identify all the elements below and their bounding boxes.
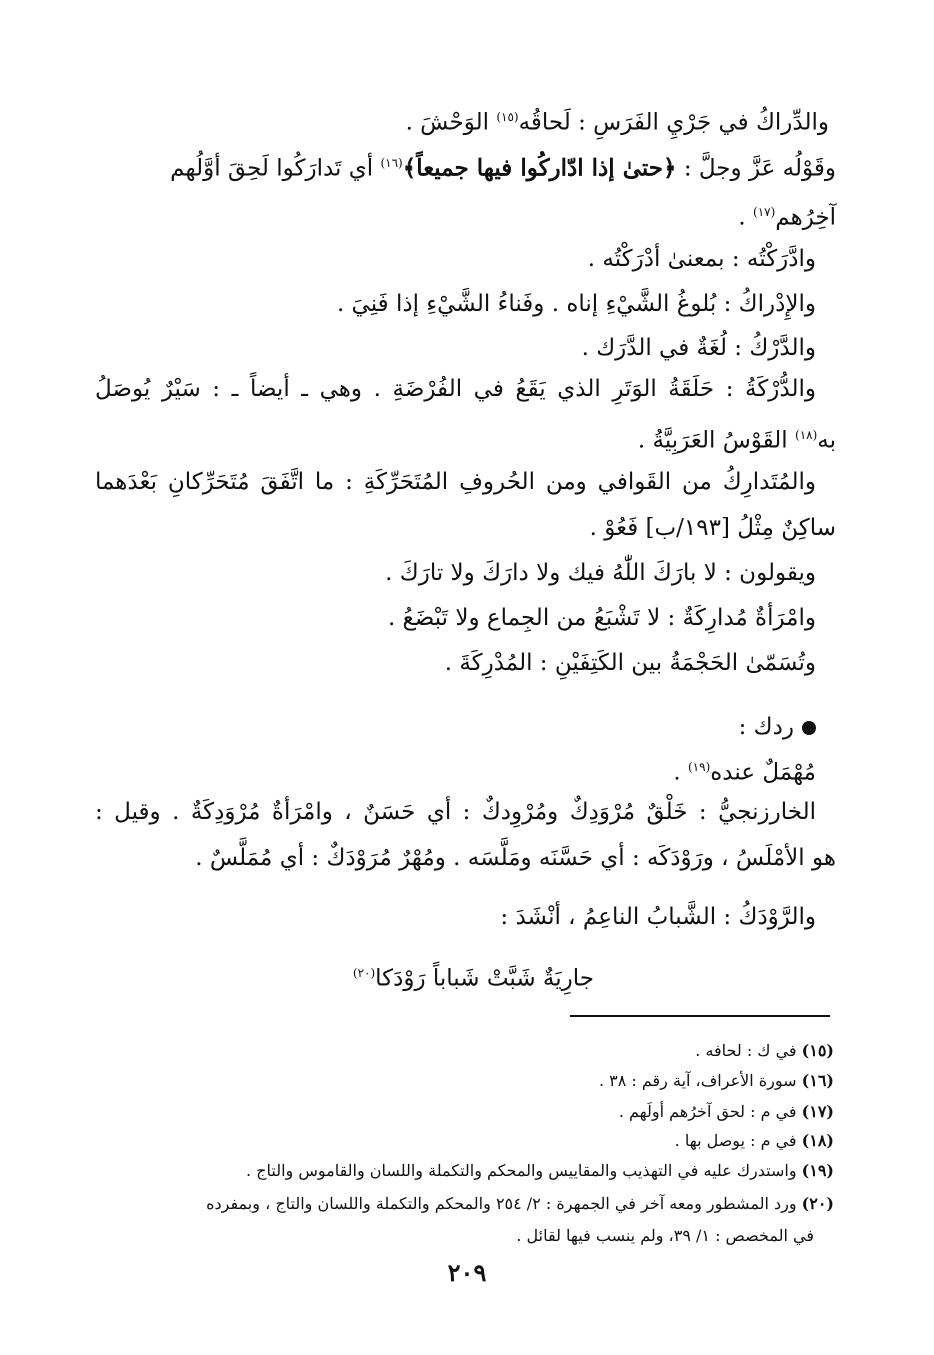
- footnote-number: (٢٠): [801, 1194, 834, 1213]
- text-line-17: [195, 843, 836, 873]
- footnote-number: (١٦): [801, 1071, 834, 1090]
- line-text: وتُسَمّىٰ الحَجْمَةُ بين الكَتِفَيْنِ : المُدْرِكَةَ .: [444, 650, 816, 676]
- line-tail: .: [738, 204, 753, 231]
- text-line-16: [95, 797, 816, 827]
- text-line-18: [500, 902, 816, 932]
- text-line-6: [582, 333, 816, 363]
- footnote-number: (١٥): [801, 1041, 834, 1060]
- bullet-icon: [802, 721, 816, 735]
- line-text: والرَّوْدَكُ : الشَّبابُ الناعِمُ ، أنْشَدَ :: [500, 904, 816, 930]
- line-tail: أي تَدارَكُوا لَحِقَ أوَّلُهم: [170, 155, 381, 182]
- line-text: والدُّرْكَةُ : حَلَقَةُ الوَتَرِ الذي يَقَعُ في الفُرْضَةِ . وهي ـ أيضاً ـ : سَيْرٌ يُوصَلُ: [95, 376, 816, 402]
- footnote-text: في م : لحق آخرُهم أولَهم .: [618, 1102, 797, 1121]
- footnote-ref-16: (١٦): [380, 156, 403, 170]
- quran-quote: ﴿حتىٰ إذا ادّاركُوا فيها جميعاً﴾: [402, 154, 677, 182]
- text-line-4: [588, 244, 816, 274]
- footnote-text: في م : يوصل بها .: [674, 1131, 797, 1150]
- footnote-separator: [570, 1015, 830, 1017]
- footnote-number: (١٨): [801, 1131, 834, 1150]
- line-text: والدَّرْكُ : لُغَةٌ في الدَّرَك .: [581, 335, 816, 361]
- footnote-20-continued: [516, 1225, 814, 1247]
- line-text: وقَوْلُه عَزَّ وجلَّ :: [676, 155, 836, 182]
- footnote-ref-18: (١٨): [795, 428, 818, 442]
- line-text: والمُتَدارِكُ من القَوافي ومن الحُروفِ المُتَحَرِّكَةِ : ما اتَّفَقَ مُتَحَرِّكانِ بَعْدَهما: [95, 469, 816, 495]
- footnote-text: واستدرك عليه في التهذيب والمقاييس والمحكم والتكملة واللسان والقاموس والتاج .: [245, 1161, 797, 1180]
- section-title: ردك :: [738, 714, 794, 740]
- text-line-3: [738, 197, 836, 233]
- text-line-1: [406, 102, 829, 138]
- footnote-ref-17: (١٧): [753, 205, 776, 219]
- text-line-7: [95, 374, 816, 404]
- line-text: آخِرُهم: [775, 204, 836, 231]
- footnote-text: ورد المشطور ومعه آخر في الجمهرة : ٢/ ٢٥٤ والمحكم والتكملة واللسان والتاج ، وبمفرده: [206, 1194, 797, 1213]
- line-text: الخارزنجيُّ : خَلْقٌ مُرْوَدِكٌ ومُرْوِدكٌ : أي حَسَنٌ ، وامْرَأةٌ مُرْوَدِكَةٌ . وقيل :: [95, 799, 816, 825]
- footnote-number: (١٧): [801, 1102, 834, 1121]
- text-line-8: [638, 420, 836, 456]
- verse-text: جارِيَةٌ شَبَّتْ شَباباً رَوْدَكا: [375, 965, 594, 992]
- footnote-18: [675, 1130, 834, 1152]
- footnote-20: [206, 1193, 834, 1215]
- footnote-17: [619, 1101, 834, 1123]
- footnote-text: سورة الأعراف، آية رقم : ٣٨ .: [598, 1071, 797, 1090]
- text-line-10: [590, 513, 836, 543]
- line-text: وادَّرَكْتُه : بمعنىٰ أدْرَكْتُه .: [587, 246, 816, 272]
- text-line-11: [385, 558, 816, 588]
- footnote-text: في ك : لحافه .: [695, 1041, 797, 1060]
- line-text: ساكِنٌ مِثْلُ [١٩٣/ب] فَعُوْ .: [589, 515, 836, 541]
- line-text: هو الأمْلَسُ ، ورَوْدَكَه : أي حَسَّنَه ومَلَّسَه . ومُهْرٌ مُرَوْدَكٌ : أي مُمَلَّسٌ .: [195, 845, 836, 871]
- text-line-13: [445, 648, 816, 678]
- line-tail: القَوْسُ العَرَبِيَّةُ .: [637, 427, 795, 454]
- footnote-ref-20: (٢٠): [352, 966, 376, 980]
- footnote-15: [695, 1040, 834, 1062]
- page-number: ٢٠٩: [447, 1258, 487, 1287]
- text-line-15: [673, 752, 816, 788]
- text-line-9: [95, 467, 816, 497]
- footnote-number: (١٩): [801, 1161, 834, 1180]
- verse-line: [353, 958, 594, 994]
- line-text: ويقولون : لا بارَكَ اللّٰهُ فيك ولا دارَكَ ولا تارَكَ .: [385, 560, 816, 586]
- line-text: وامْرَأةٌ مُدارِكَةٌ : لا تَشْبَعُ من الجِماع ولا تَبْضَعُ .: [387, 605, 816, 631]
- footnote-16: [599, 1070, 834, 1092]
- line-tail: .: [673, 759, 688, 786]
- footnote-ref-15: (١٥): [496, 110, 519, 124]
- text-line-2: [170, 148, 836, 184]
- line-text: مُهْمَلٌ عنده: [710, 759, 816, 786]
- line-text: والإِدْراكُ : بُلوغُ الشَّيْءِ إناه . وفَناءُ الشَّيْءِ إذا فَنِيَ .: [336, 291, 816, 317]
- footnote-ref-19: (١٩): [687, 760, 711, 774]
- footnote-text: في المخصص : ١/ ٣٩، ولم ينسب فيها لقائل .: [516, 1226, 814, 1245]
- line-tail: الوَحْشَ .: [405, 109, 497, 136]
- text-line-5: [337, 289, 816, 319]
- footnote-19: [246, 1160, 834, 1182]
- line-text: والدِّراكُ في جَرْيِ الفَرَسِ : لَحاقُه: [518, 109, 829, 136]
- section-heading: [739, 712, 816, 742]
- text-line-12: [388, 603, 816, 633]
- line-text: به: [817, 427, 836, 454]
